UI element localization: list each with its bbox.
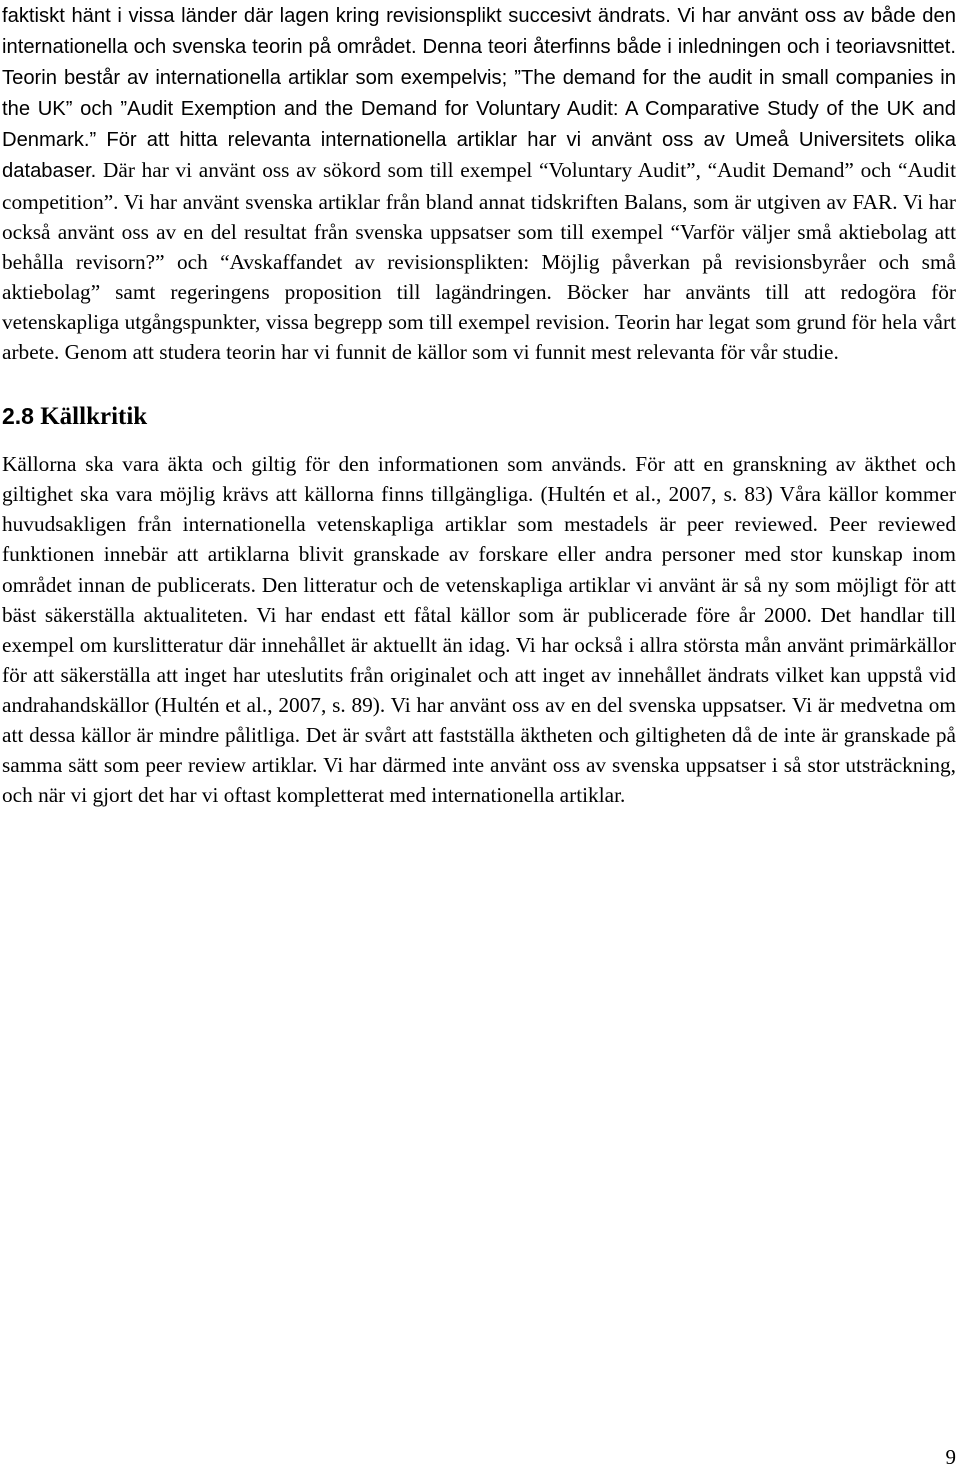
section-title: Källkritik — [40, 403, 148, 431]
page-number: 9 — [945, 1445, 956, 1469]
paragraph-text: faktiskt hänt i vissa länder där lagen kring revisionsplikt succesivt ändrats. Vi har använt oss av både den internationella och svenska teorin på området. Denna teori återfinns både i inledningen och i teoriavsnittet. Teorin består av internationella artiklar som exempelvis; — [2, 5, 956, 90]
paragraph-text: ” — [514, 67, 521, 90]
section-number: 2.8 — [2, 403, 34, 430]
paragraph-text: För att hitta relevanta internationella artiklar har vi använt oss av Umeå Universitets olika databaser. — [2, 129, 956, 183]
paragraph-text: ” — [89, 129, 97, 152]
body-paragraph-sources — [2, 0, 956, 367]
paragraph-text: ” — [120, 98, 128, 121]
section-heading — [2, 401, 956, 432]
paragraph-text: och — [72, 98, 121, 121]
article-title-1: The demand for the audit in small companies in the UK — [2, 67, 956, 121]
article-title-2: Audit Exemption and the Demand for Voluntary Audit: A Comparative Study of the UK and Denmark. — [2, 98, 956, 152]
paragraph-text: Där har vi använt oss av sökord som till exempel “Voluntary Audit”, “Audit Demand” och “Audit competition”. Vi har använt svenska artiklar från bland annat tidskriften Balans, som är utgiven av FAR. Vi har också använt oss av en del resultat från svenska uppsatser som till exempel “Varför väljer små aktiebolag att behålla revisorn?” och “Avskaffandet av revisionsplikten: Möjlig påverkan på revisionsbyråer och små aktiebolag” samt regeringens proposition till lagändringen. Böcker har använts till att redogöra för vetenskapliga utgångspunkter, vissa begrepp som till exempel revision. Teorin har legat som grund för hela vårt arbete. Genom att studera teorin har vi funnit de källor som vi funnit mest relevanta för vår studie. — [2, 158, 956, 365]
document-page — [2, 0, 956, 810]
body-paragraph-source-criticism: Källorna ska vara äkta och giltig för den informationen som används. För att en granskning av äkthet och giltighet ska vara möjlig krävs att källorna finns tillgängliga. (Hultén et al., 2007, s. 83) Våra källor kommer huvudsakligen från internationella vetenskapliga artiklar som mestadels är peer reviewed. Peer reviewed funktionen innebär att artiklarna blivit granskade av forskare eller andra personer med stor kunskap inom området innan de publicerats. Den litteratur och de vetenskapliga artiklar vi använt är så ny som möjligt för att bäst säkerställa aktualiteten. Vi har endast ett fåtal källor som är publicerade före år 2000. Det handlar till exempel om kurslitteratur där innehållet är aktuellt än idag. Vi har också i allra största mån använt primärkällor för att säkerställa att inget har uteslutits från originalet och att inget av innehållet ändrats vilket kan uppstå vid andrahandskällor (Hultén et al., 2007, s. 89). Vi har använt oss av en del svenska uppsatser. Vi är medvetna om att dessa källor är mindre pålitliga. Det är svårt att fastställa äktheten och giltigheten då de inte är granskade på samma sätt som peer review artiklar. Vi har därmed inte använt oss av svenska uppsatser i så stor utsträckning, och när vi gjort det har vi oftast kompletterat med internationella artiklar. — [2, 452, 956, 808]
paragraph-text: ” — [65, 98, 73, 121]
